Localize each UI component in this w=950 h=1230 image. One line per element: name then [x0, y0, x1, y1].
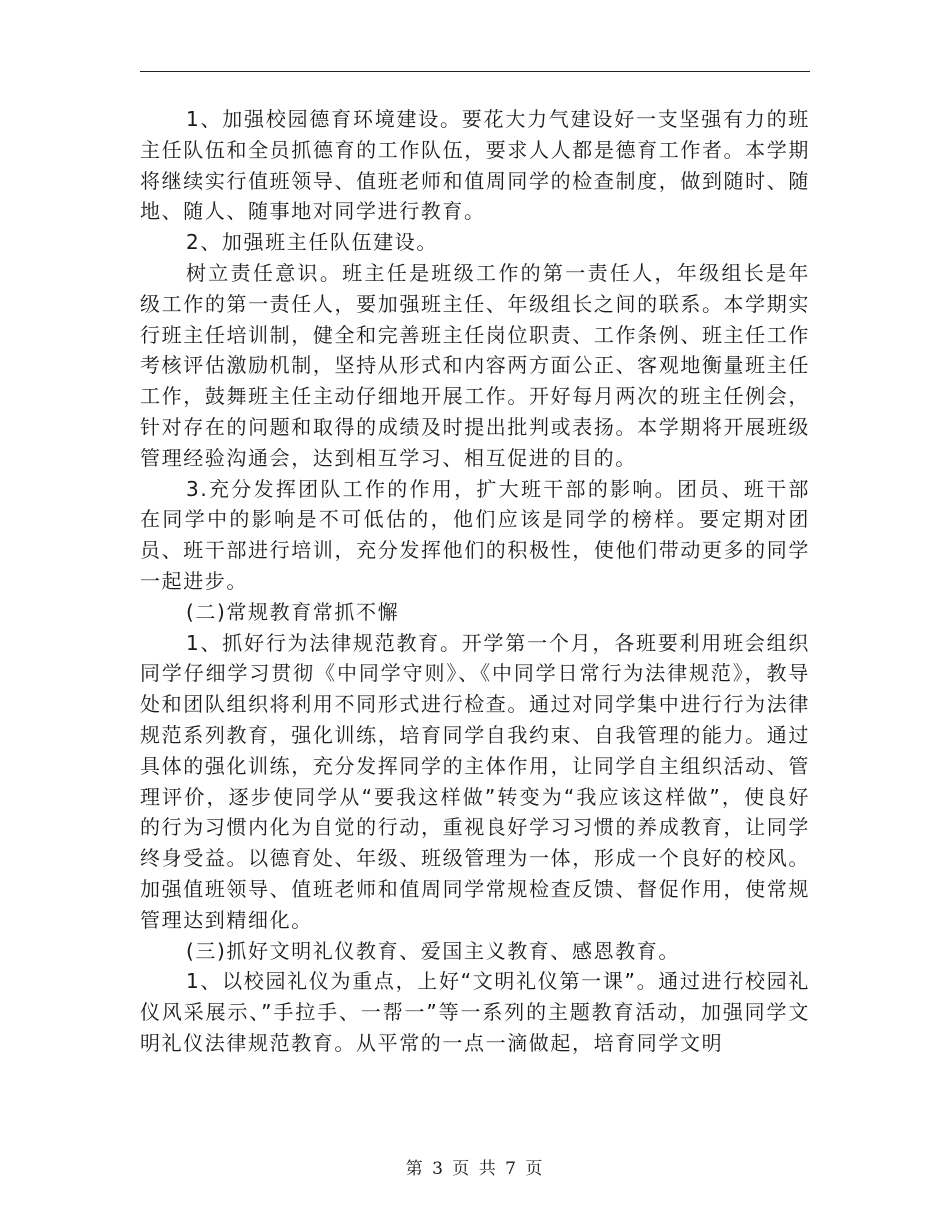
section-heading: (二)常规教育常抓不懈 — [186, 599, 400, 624]
paragraph: 1、抓好行为法律规范教育。开学第一个月，各班要利用班会组织同学仔细学习贯彻《中同学守则》、《中同学日常行为法律规范》，教导处和团队组织将利用不同形式进行检查。通过对同学集中进行行为法律规范系列教育，强化训练，培育同学自我约束、自我管理的能力。通过具体的强化训练，充分发挥同学的主体作用，让同学自主组织活动、管理评价，逐步使同学从“要我这样做”转变为“我应该这样做”，使良好的行为习惯内化为自觉的行动，重视良好学习习惯的养成教育，让同学终身受益。以德育处、年级、班级管理为一体，形成一个良好的校风。加强值班领导、值班老师和值周同学常规检查反馈、督促作用，使常规管理达到精细化。 — [140, 630, 810, 932]
header-rule — [140, 71, 810, 72]
paragraph: 树立责任意识。班主任是班级工作的第一责任人，年级组长是年级工作的第一责任人，要加强班主任、年级组长之间的联系。本学期实行班主任培训制，健全和完善班主任岗位职责、工作条例、班主任工作考核评估激励机制，坚持从形式和内容两方面公正、客观地衡量班主任工作，鼓舞班主任主动仔细地开展工作。开好每月两次的班主任例会，针对存在的问题和取得的成绩及时提出批判或表扬。本学期将开展班级管理经验沟通会，达到相互学习、相互促进的目的。 — [140, 260, 810, 470]
document-body — [140, 104, 810, 1059]
paragraph: 1、加强校园德育环境建设。要花大力气建设好一支坚强有力的班主任队伍和全员抓德育的工作队伍，要求人人都是德育工作者。本学期将继续实行值班领导、值班老师和值周同学的检查制度，做到随时、随地、随人、随事地对同学进行教育。 — [140, 107, 810, 224]
paragraph: 1、以校园礼仪为重点，上好“文明礼仪第一课”。通过进行校园礼仪风采展示、”手拉手、一帮一”等一系列的主题教育活动，加强同学文明礼仪法律规范教育。从平常的一点一滴做起，培育同学文明 — [140, 969, 810, 1055]
section-heading: (三)抓好文明礼仪教育、爱国主义教育、感恩教育。 — [186, 938, 681, 963]
paragraph: 3.充分发挥团队工作的作用，扩大班干部的影响。团员、班干部在同学中的影响是不可低估的，他们应该是同学的榜样。要定期对团员、班干部进行培训，充分发挥他们的积极性，使他们带动更多的同学一起进步。 — [140, 476, 810, 593]
paragraph: 2、加强班主任队伍建设。 — [186, 230, 438, 255]
page-number: 第 3 页 共 7 页 — [405, 1159, 545, 1179]
